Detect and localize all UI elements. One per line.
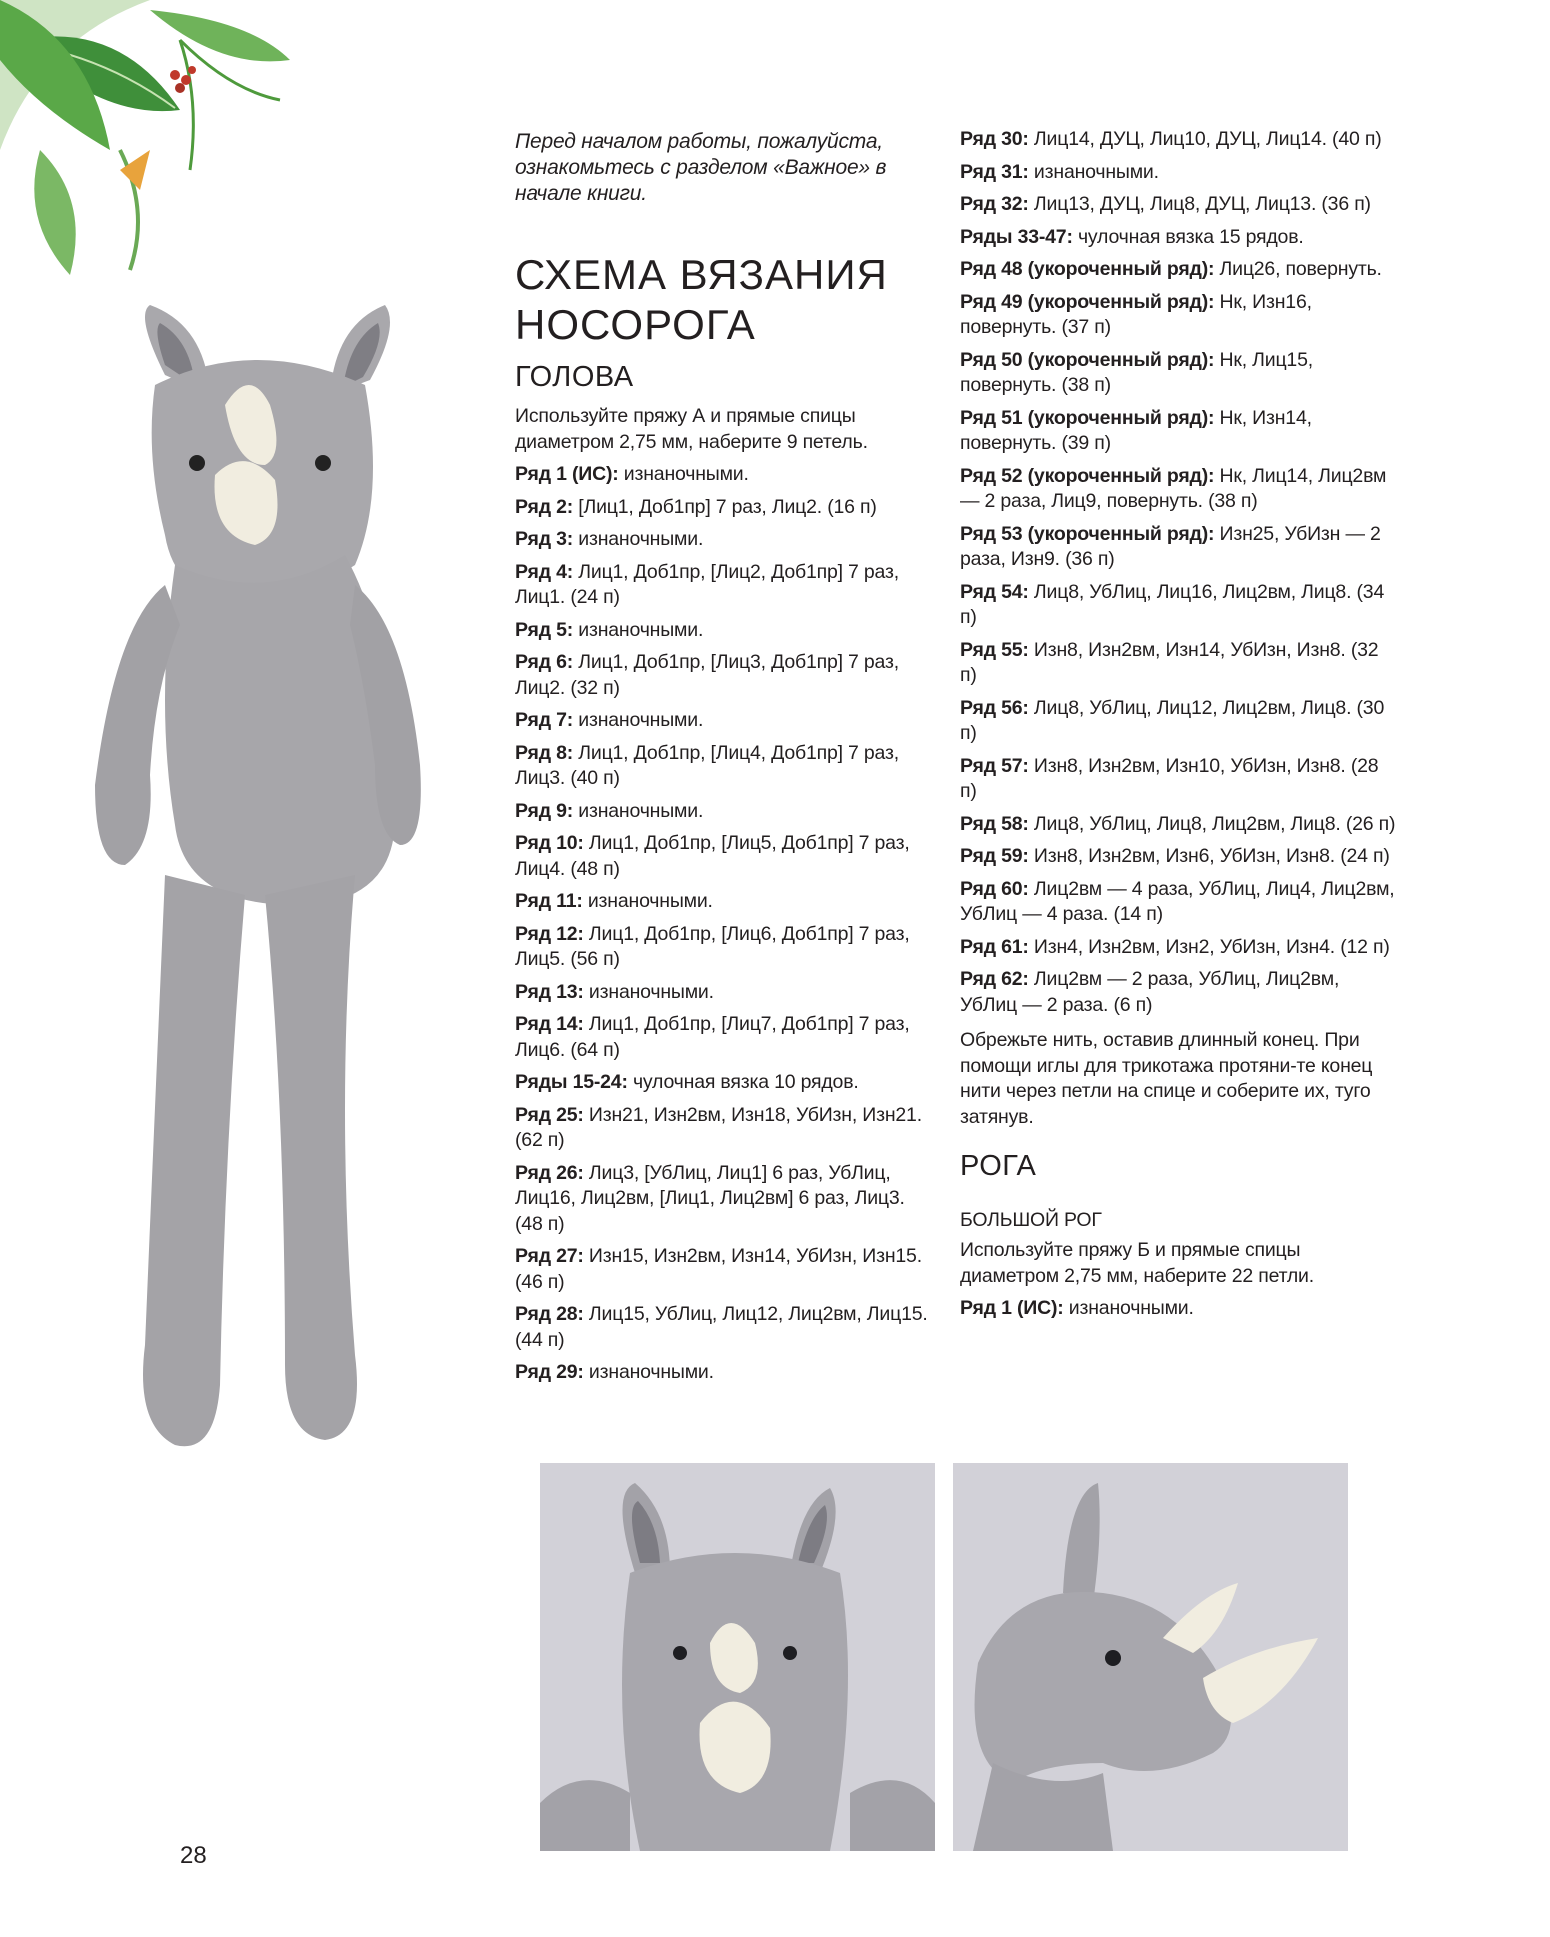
row-instruction: Лиц1, Доб1пр, [Лиц7, Доб1пр] 7 раз, Лиц6. (64 п) [515,1013,910,1061]
pattern-row [515,741,935,792]
row-instruction: Нк, Лиц15, повернуть. (38 п) [960,348,1313,396]
pattern-row [515,618,935,644]
row-label: Ряд 58: [960,812,1029,835]
row-label: Ряд 8: [515,741,574,764]
row-label: Ряд 2: [515,495,574,518]
row-label: Ряд 48 (укороченный ряд): [960,258,1215,280]
left-text-column [515,130,935,1393]
row-label: Ряд 32: [960,193,1029,215]
horn-intro: Используйте пряжу Б и прямые спицы диаметром 2,75 мм, наберите 22 петли. [960,1239,1314,1287]
pattern-row [960,348,1400,399]
pattern-row [960,257,1400,283]
pattern-row [960,522,1400,573]
pattern-row [515,495,935,521]
row-label: Ряд 4: [515,560,574,583]
row-label: Ряд 30: [960,128,1029,150]
pattern-row [960,160,1400,186]
rhino-head-front-photo [540,1463,935,1851]
row-instruction: Лиц1, Доб1пр, [Лиц6, Доб1пр] 7 раз, Лиц5. (56 п) [515,922,910,970]
page-title-line1: СХЕМА ВЯЗАНИЯ [515,251,888,298]
pattern-row [515,1103,935,1154]
finish-instructions: Обрежьте нить, оставив длинный конец. При помощи иглы для трикотажа протяни-те конец нити через петли на спице и соберите их, туго затянув. [960,1029,1373,1128]
row-instruction: Лиц1, Доб1пр, [Лиц5, Доб1пр] 7 раз, Лиц4. (48 п) [515,832,910,880]
row-label: Ряд 27: [515,1245,584,1267]
row-label: Ряд 50 (укороченный ряд): [960,348,1215,371]
row-instruction: изнаночными. [583,980,714,1003]
row-label: Ряд 29: [515,1361,584,1383]
row-instruction: чулочная вязка 15 рядов. [1072,225,1304,248]
pattern-row [960,464,1400,515]
pattern-row [960,127,1400,153]
row-label: Ряд 11: [515,890,583,912]
pattern-row [515,527,935,553]
pattern-row [960,754,1400,805]
row-label: Ряд 62: [960,968,1029,990]
pattern-row [960,638,1400,689]
row-instruction: Лиц8, УбЛиц, Лиц12, Лиц2вм, Лиц8. (30 п) [960,696,1385,744]
head-intro: Используйте пряжу А и прямые спицы диаметром 2,75 мм, наберите 9 петель. [515,405,868,453]
row-instruction: Изн21, Изн2вм, Изн18, УбИзн, Изн21. (62 п) [515,1103,922,1151]
rows-horn-list [960,1296,1400,1322]
pattern-row [960,812,1400,838]
row-label: Ряд 9: [515,799,574,822]
pattern-row [960,290,1400,341]
row-label: Ряд 49 (укороченный ряд): [960,290,1215,313]
page-number: 28 [180,1842,207,1869]
pattern-row [515,799,935,825]
row-instruction: Лиц1, Доб1пр, [Лиц3, Доб1пр] 7 раз, Лиц2. (32 п) [515,651,899,699]
pattern-row [960,580,1400,631]
pattern-row [515,1161,935,1238]
rhino-toy-photo [95,305,490,1525]
pattern-row [515,980,935,1006]
pattern-row [960,967,1400,1018]
row-instruction: Изн8, Изн2вм, Изн6, УбИзн, Изн8. (24 п) [1028,845,1390,867]
pattern-row [515,889,935,915]
page-title-line2: НОСОРОГА [515,301,756,348]
row-label: Ряд 3: [515,528,574,550]
pattern-row [515,1012,935,1063]
row-instruction: изнаночными. [583,1361,714,1383]
pattern-row [515,462,935,488]
rhino-head-side-photo [953,1463,1348,1851]
row-instruction: Нк, Лиц14, Лиц2вм — 2 раза, Лиц9, повернуть. (38 п) [960,464,1387,512]
row-label: Ряд 56: [960,696,1029,719]
pattern-row [960,1296,1400,1322]
row-instruction: изнаночными. [573,618,704,641]
row-instruction: Лиц1, Доб1пр, [Лиц4, Доб1пр] 7 раз, Лиц3. (40 п) [515,741,899,789]
row-label: Ряд 55: [960,638,1029,661]
row-instruction: Лиц3, [УбЛиц, Лиц1] 6 раз, УбЛиц, Лиц16, Лиц2вм, [Лиц1, Лиц2вм] 6 раз, Лиц3. (48 п) [515,1161,905,1235]
pattern-row [960,877,1400,928]
section-title-head: ГОЛОВА [515,361,634,393]
tropical-leaves-decoration [0,0,300,275]
row-label: Ряд 60: [960,877,1029,900]
pattern-row [515,560,935,611]
row-instruction: изнаночными. [582,890,713,912]
row-instruction: Изн15, Изн2вм, Изн14, УбИзн, Изн15. (46 п) [515,1245,922,1293]
row-instruction: Лиц26, повернуть. [1214,258,1382,280]
row-instruction: Изн4, Изн2вм, Изн2, УбИзн, Изн4. (12 п) [1028,935,1390,958]
pattern-row [960,225,1400,251]
row-label: Ряд 28: [515,1303,584,1325]
subsection-title-big-horn: БОЛЬШОЙ РОГ [960,1209,1102,1231]
row-label: Ряд 10: [515,832,584,854]
pattern-row [960,406,1400,457]
row-label: Ряд 5: [515,618,574,641]
row-label: Ряд 25: [515,1103,584,1126]
intro-note: Перед началом работы, пожалуйста, ознакомьтесь с разделом «Важное» в начале книги. [515,130,887,205]
row-instruction: Нк, Изн16, повернуть. (37 п) [960,290,1312,338]
row-instruction: изнаночными. [573,709,704,731]
row-instruction: Лиц13, ДУЦ, Лиц8, ДУЦ, Лиц13. (36 п) [1028,193,1371,215]
pattern-row [515,708,935,734]
row-label: Ряд 53 (укороченный ряд): [960,522,1215,545]
row-instruction: Лиц2вм — 4 раза, УбЛиц, Лиц4, Лиц2вм, УбЛиц — 4 раза. (14 п) [960,877,1395,925]
row-label: Ряд 26: [515,1161,584,1184]
pattern-row [515,922,935,973]
row-label: Ряд 61: [960,935,1029,958]
row-instruction: изнаночными. [1063,1297,1194,1319]
row-instruction: Лиц2вм — 2 раза, УбЛиц, Лиц2вм, УбЛиц — 2 раза. (6 п) [960,968,1340,1016]
row-instruction: Изн25, УбИзн — 2 раза, Изн9. (36 п) [960,522,1381,570]
row-label: Ряд 31: [960,160,1029,183]
row-instruction: изнаночными. [573,528,704,550]
row-label: Ряд 1 (ИС): [960,1297,1064,1319]
row-instruction: Изн8, Изн2вм, Изн10, УбИзн, Изн8. (28 п) [960,754,1379,802]
rows-left-list [515,462,935,1386]
pattern-row [515,1360,935,1386]
pattern-row [515,1244,935,1295]
row-instruction: Лиц14, ДУЦ, Лиц10, ДУЦ, Лиц14. (40 п) [1028,128,1382,150]
pattern-row [515,650,935,701]
section-title-horns: РОГА [960,1150,1037,1182]
row-instruction: Лиц1, Доб1пр, [Лиц2, Доб1пр] 7 раз, Лиц1. (24 п) [515,560,899,608]
row-label: Ряд 59: [960,845,1029,867]
row-instruction: изнаночными. [1028,160,1159,183]
pattern-row [960,192,1400,218]
row-instruction: изнаночными. [618,463,749,485]
row-label: Ряд 12: [515,922,584,945]
row-instruction: изнаночными. [573,799,704,822]
row-label: Ряды 33-47: [960,225,1073,248]
row-label: Ряды 15-24: [515,1071,628,1093]
pattern-row [960,696,1400,747]
pattern-row [515,1070,935,1096]
row-instruction: [Лиц1, Доб1пр] 7 раз, Лиц2. (16 п) [573,495,877,518]
pattern-row [515,831,935,882]
row-instruction: Лиц15, УбЛиц, Лиц12, Лиц2вм, Лиц15. (44 п) [515,1303,928,1351]
row-label: Ряд 54: [960,580,1029,603]
row-label: Ряд 13: [515,980,584,1003]
rows-right-list [960,127,1400,1018]
row-label: Ряд 1 (ИС): [515,463,619,485]
right-text-column [960,127,1400,1329]
row-instruction: Нк, Изн14, повернуть. (39 п) [960,406,1312,454]
row-label: Ряд 51 (укороченный ряд): [960,406,1215,429]
row-instruction: Лиц8, УбЛиц, Лиц8, Лиц2вм, Лиц8. (26 п) [1028,812,1396,835]
row-label: Ряд 7: [515,709,574,731]
row-instruction: чулочная вязка 10 рядов. [627,1071,859,1093]
row-label: Ряд 6: [515,651,574,673]
row-label: Ряд 52 (укороченный ряд): [960,464,1215,487]
pattern-row [515,1302,935,1353]
row-label: Ряд 57: [960,754,1029,777]
row-instruction: Изн8, Изн2вм, Изн14, УбИзн, Изн8. (32 п) [960,638,1379,686]
row-instruction: Лиц8, УбЛиц, Лиц16, Лиц2вм, Лиц8. (34 п) [960,580,1385,628]
pattern-row [960,844,1400,870]
pattern-row [960,935,1400,961]
row-label: Ряд 14: [515,1013,584,1035]
